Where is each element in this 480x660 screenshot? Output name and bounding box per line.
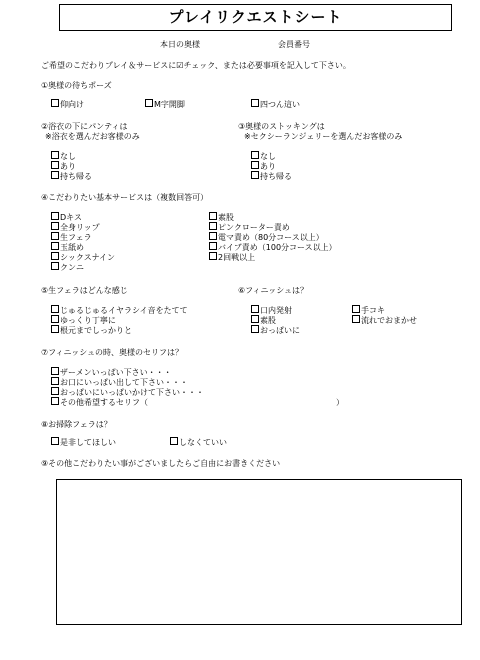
q8-option-0[interactable]: 是非してほしい <box>51 437 116 448</box>
checkbox-icon[interactable] <box>209 232 217 240</box>
q4-left-option-4[interactable]: シックスナイン <box>51 252 115 263</box>
q5-option-0[interactable]: じゅるじゅるイヤラシイ音をたてて <box>51 305 188 316</box>
checkbox-icon[interactable] <box>51 171 59 179</box>
q9-label: ⑨その他こだわりたい事がございましたらご自由にお書きください <box>41 459 281 468</box>
q1-option-2[interactable]: 四つん這い <box>251 99 300 110</box>
checkbox-icon[interactable] <box>51 252 59 260</box>
q4-right-option-4[interactable]: 2回戦以上 <box>209 252 255 263</box>
q6-right-option-1[interactable]: 流れでおまかせ <box>352 315 417 326</box>
checkbox-icon[interactable] <box>51 161 59 169</box>
checkbox-icon[interactable] <box>251 325 259 333</box>
checkbox-icon[interactable] <box>51 99 59 107</box>
q5-option-2[interactable]: 根元までしっかりと <box>51 325 132 336</box>
intro-text: ご希望のこだわりプレイ＆サービスに☑チェック、または必要事項を記入して下さい。 <box>41 61 351 70</box>
q4-right-option-1[interactable]: ピンクローター責め <box>209 222 290 233</box>
q6-left-option-0[interactable]: 口内発射 <box>251 305 292 316</box>
checkbox-icon[interactable] <box>251 99 259 107</box>
q4-left-option-1[interactable]: 全身リップ <box>51 222 100 233</box>
checkbox-icon[interactable] <box>51 437 59 445</box>
q4-left-option-2[interactable]: 生フェラ <box>51 232 92 243</box>
checkbox-icon[interactable] <box>352 315 360 323</box>
checkbox-icon[interactable] <box>209 252 217 260</box>
q3-option-0[interactable]: なし <box>251 151 276 162</box>
checkbox-icon[interactable] <box>352 305 360 313</box>
q2-option-0[interactable]: なし <box>51 151 76 162</box>
member-number-label: 会員番号 <box>278 40 310 49</box>
q8-label: ⑧お掃除フェラは？ <box>41 420 112 429</box>
checkbox-icon[interactable] <box>209 242 217 250</box>
checkbox-icon[interactable] <box>51 305 59 313</box>
q7-option-1[interactable]: お口にいっぱい出して下さい・・・ <box>51 377 188 388</box>
q8-option-1[interactable]: しなくていい <box>170 437 227 448</box>
q2-option-2[interactable]: 持ち帰る <box>51 171 92 182</box>
q3-option-1[interactable]: あり <box>251 161 276 172</box>
q6-left-option-1[interactable]: 素股 <box>251 315 276 326</box>
q2-label: ②浴衣の下にパンティは <box>41 122 128 131</box>
q2-note: ※浴衣を選んだお客様のみ <box>45 132 140 141</box>
q3-option-2[interactable]: 持ち帰る <box>251 171 292 182</box>
q4-left-option-3[interactable]: 玉舐め <box>51 242 84 253</box>
today-label: 本日の奥様 <box>160 40 200 49</box>
checkbox-icon[interactable] <box>251 171 259 179</box>
checkbox-icon[interactable] <box>51 397 59 405</box>
checkbox-icon[interactable] <box>51 377 59 385</box>
q3-label: ③奥様のストッキングは <box>238 122 325 131</box>
checkbox-icon[interactable] <box>209 222 217 230</box>
checkbox-icon[interactable] <box>51 315 59 323</box>
q4-left-option-0[interactable]: Dキス <box>51 212 82 223</box>
checkbox-icon[interactable] <box>251 151 259 159</box>
q5-label: ⑤生フェラはどんな感じ <box>41 286 128 295</box>
checkbox-icon[interactable] <box>51 387 59 395</box>
checkbox-icon[interactable] <box>51 262 59 270</box>
checkbox-icon[interactable] <box>51 222 59 230</box>
checkbox-icon[interactable] <box>51 325 59 333</box>
checkbox-icon[interactable] <box>170 437 178 445</box>
checkbox-icon[interactable] <box>51 242 59 250</box>
q3-note: ※セクシーランジェリーを選んだお客様のみ <box>244 132 403 141</box>
q7-option-3[interactable]: その他希望するセリフ（ <box>51 397 148 408</box>
checkbox-icon[interactable] <box>251 161 259 169</box>
free-text-box[interactable] <box>56 479 462 625</box>
q6-left-option-2[interactable]: おっぱいに <box>251 325 300 336</box>
page-title: プレイリクエストシート <box>168 8 343 26</box>
checkbox-icon[interactable] <box>209 212 217 220</box>
q7-close-paren: ） <box>336 398 344 407</box>
q7-option-0[interactable]: ザーメンいっぱい下さい・・・ <box>51 367 172 378</box>
q4-right-option-3[interactable]: バイブ責め（100分コース以上） <box>209 242 337 253</box>
q4-label: ④こだわりたい基本サービスは（複数回答可） <box>41 193 209 202</box>
q1-option-1[interactable]: M字開脚 <box>145 99 185 110</box>
q4-left-option-5[interactable]: クンニ <box>51 262 84 273</box>
checkbox-icon[interactable] <box>51 151 59 159</box>
q4-right-option-0[interactable]: 素股 <box>209 212 234 223</box>
q6-right-option-0[interactable]: 手コキ <box>352 305 385 316</box>
q4-right-option-2[interactable]: 電マ責め（80分コース以上） <box>209 232 324 243</box>
q2-option-1[interactable]: あり <box>51 161 76 172</box>
q6-label: ⑥フィニッシュは？ <box>238 286 309 295</box>
checkbox-icon[interactable] <box>251 315 259 323</box>
q7-label: ⑦フィニッシュの時、奥様のセリフは？ <box>41 348 184 357</box>
checkbox-icon[interactable] <box>145 99 153 107</box>
q1-label: ①奥様の待ちポーズ <box>41 81 112 90</box>
checkbox-icon[interactable] <box>51 212 59 220</box>
q1-option-0[interactable]: 仰向け <box>51 99 84 110</box>
checkbox-icon[interactable] <box>51 232 59 240</box>
checkbox-icon[interactable] <box>251 305 259 313</box>
checkbox-icon[interactable] <box>51 367 59 375</box>
q5-option-1[interactable]: ゆっくり丁寧に <box>51 315 116 326</box>
q7-option-2[interactable]: おっぱいにいっぱいかけて下さい・・・ <box>51 387 204 398</box>
